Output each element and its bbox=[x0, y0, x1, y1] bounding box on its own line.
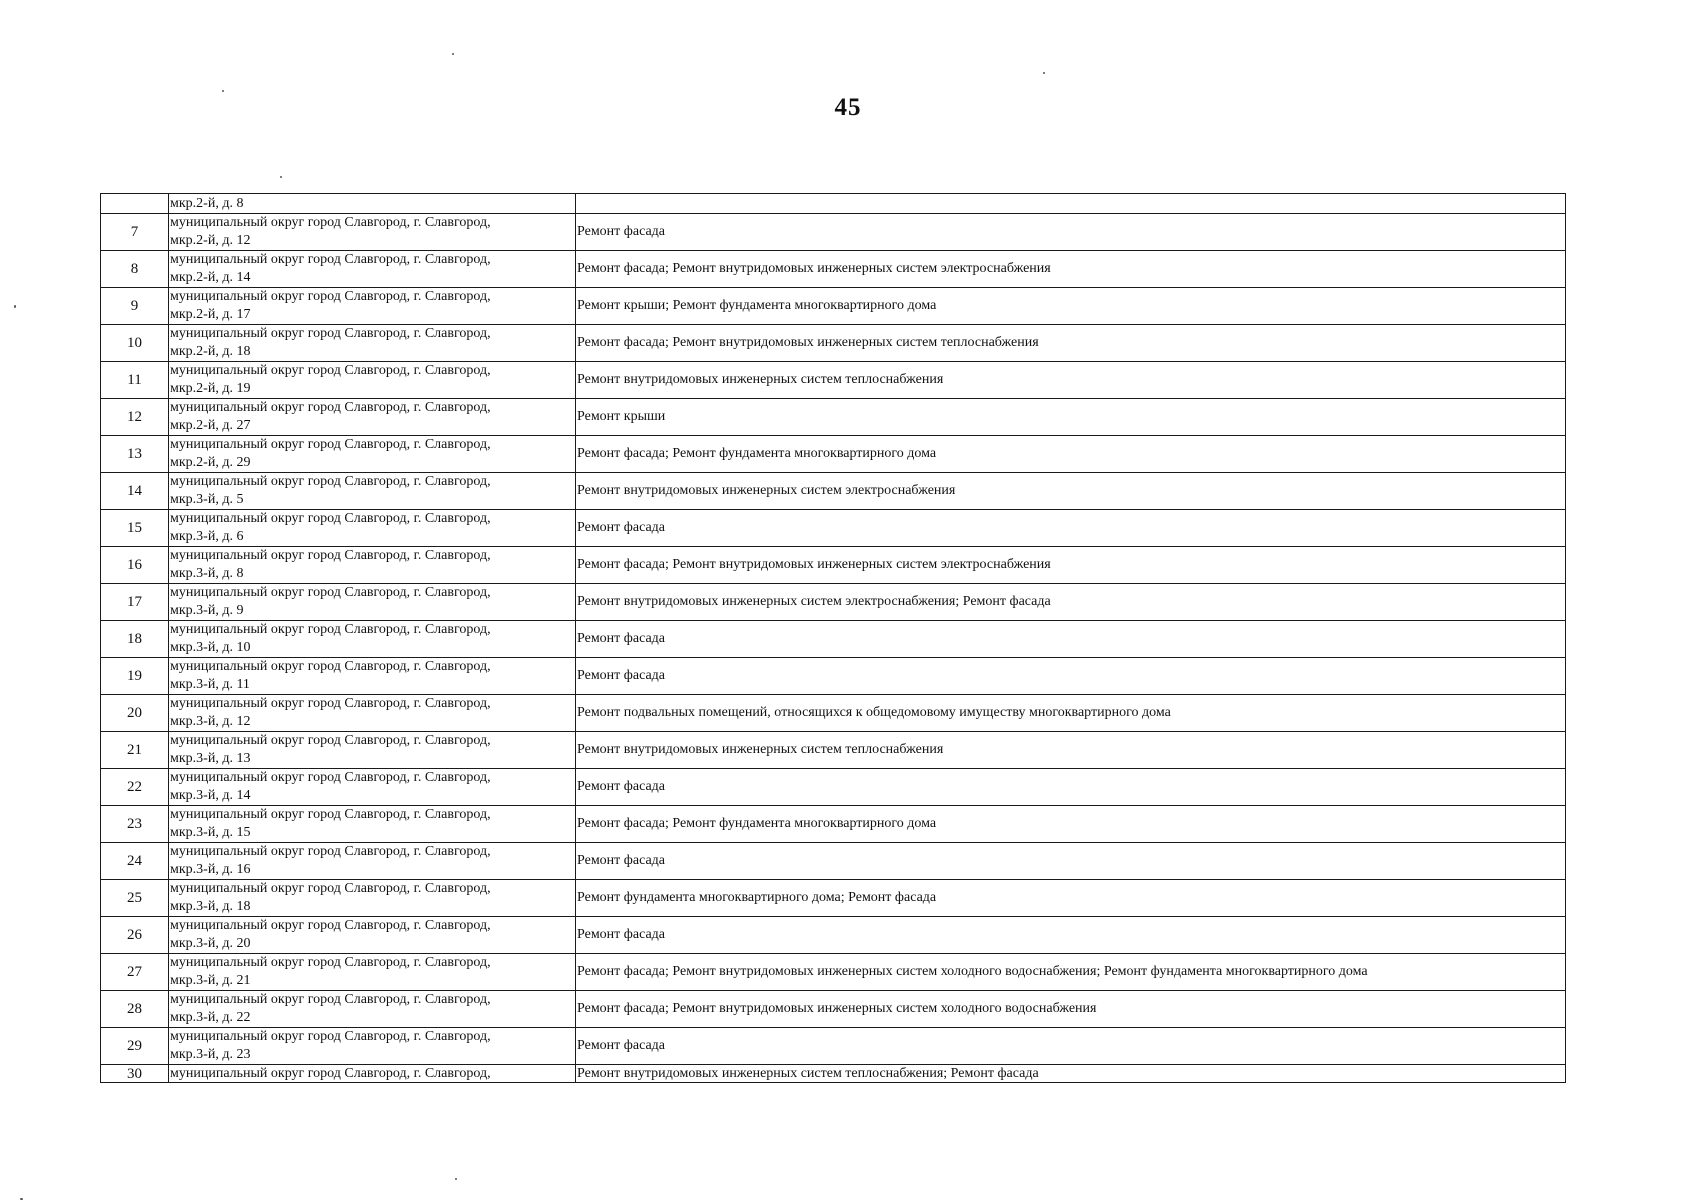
table-row bbox=[101, 843, 1566, 880]
row-address bbox=[169, 584, 576, 621]
table-row bbox=[101, 251, 1566, 288]
address-line-2: мкр.3-й, д. 20 bbox=[170, 936, 251, 951]
row-number: 27 bbox=[101, 954, 169, 991]
address-line-1: муниципальный округ город Славгород, г. Славгород, bbox=[170, 215, 491, 230]
table-row bbox=[101, 473, 1566, 510]
row-address bbox=[169, 991, 576, 1028]
row-work: Ремонт фасада bbox=[576, 843, 1566, 880]
row-address bbox=[169, 695, 576, 732]
address-line-2: мкр.3-й, д. 15 bbox=[170, 825, 251, 840]
address-line-2: мкр.3-й, д. 6 bbox=[170, 529, 244, 544]
row-work: Ремонт фасада bbox=[576, 769, 1566, 806]
row-work: Ремонт фасада; Ремонт внутридомовых инженерных систем холодного водоснабжения; Ремонт фундамента многоквартирного дома bbox=[576, 954, 1566, 991]
address-line-1: муниципальный округ город Славгород, г. Славгород, bbox=[170, 844, 491, 859]
table-row bbox=[101, 399, 1566, 436]
row-work: Ремонт фасада; Ремонт фундамента многоквартирного дома bbox=[576, 436, 1566, 473]
address-line-1: муниципальный округ город Славгород, г. Славгород, bbox=[170, 696, 491, 711]
row-work bbox=[576, 194, 1566, 214]
row-address bbox=[169, 436, 576, 473]
row-address bbox=[169, 547, 576, 584]
row-address bbox=[169, 880, 576, 917]
address-line-1: муниципальный округ город Славгород, г. Славгород, bbox=[170, 548, 491, 563]
scan-speck bbox=[222, 90, 224, 92]
row-number: 14 bbox=[101, 473, 169, 510]
address-line-2: мкр.3-й, д. 12 bbox=[170, 714, 251, 729]
table-body bbox=[101, 194, 1566, 1083]
row-number: 29 bbox=[101, 1028, 169, 1065]
row-number: 9 bbox=[101, 288, 169, 325]
address-line-2: мкр.2-й, д. 29 bbox=[170, 455, 251, 470]
address-line-2: мкр.2-й, д. 12 bbox=[170, 233, 251, 248]
row-address bbox=[169, 473, 576, 510]
address-line-2: мкр.3-й, д. 21 bbox=[170, 973, 251, 988]
row-work: Ремонт фасада; Ремонт фундамента многоквартирного дома bbox=[576, 806, 1566, 843]
row-number: 11 bbox=[101, 362, 169, 399]
address-line-2: мкр.2-й, д. 8 bbox=[170, 196, 244, 211]
row-address bbox=[169, 214, 576, 251]
row-address bbox=[169, 251, 576, 288]
table-row bbox=[101, 1065, 1566, 1083]
row-number: 10 bbox=[101, 325, 169, 362]
row-work: Ремонт фасада bbox=[576, 214, 1566, 251]
address-line-2: мкр.3-й, д. 11 bbox=[170, 677, 250, 692]
address-line-1: муниципальный округ город Славгород, г. Славгород, bbox=[170, 992, 491, 1007]
row-number: 20 bbox=[101, 695, 169, 732]
row-number: 19 bbox=[101, 658, 169, 695]
address-line-1: муниципальный округ город Славгород, г. Славгород, bbox=[170, 474, 491, 489]
address-line-1: муниципальный округ город Славгород, г. Славгород, bbox=[170, 289, 491, 304]
works-table bbox=[100, 193, 1566, 1083]
row-work: Ремонт внутридомовых инженерных систем электроснабжения bbox=[576, 473, 1566, 510]
row-number: 24 bbox=[101, 843, 169, 880]
row-address bbox=[169, 510, 576, 547]
row-work: Ремонт внутридомовых инженерных систем теплоснабжения bbox=[576, 362, 1566, 399]
row-address bbox=[169, 917, 576, 954]
address-line-2: мкр.2-й, д. 18 bbox=[170, 344, 251, 359]
row-work: Ремонт фасада bbox=[576, 658, 1566, 695]
row-number: 12 bbox=[101, 399, 169, 436]
address-line-1: муниципальный округ город Славгород, г. Славгород, bbox=[170, 252, 491, 267]
address-line-2: мкр.3-й, д. 8 bbox=[170, 566, 244, 581]
table-row bbox=[101, 436, 1566, 473]
row-address bbox=[169, 843, 576, 880]
row-number: 30 bbox=[101, 1065, 169, 1083]
row-address bbox=[169, 325, 576, 362]
row-number: 7 bbox=[101, 214, 169, 251]
scan-speck bbox=[452, 53, 454, 55]
table-row bbox=[101, 806, 1566, 843]
address-line-1: муниципальный округ город Славгород, г. Славгород, bbox=[170, 807, 491, 822]
address-line-1: муниципальный округ город Славгород, г. Славгород, bbox=[170, 770, 491, 785]
row-address bbox=[169, 1028, 576, 1065]
row-work: Ремонт фасада bbox=[576, 1028, 1566, 1065]
table-row bbox=[101, 954, 1566, 991]
scan-speck bbox=[280, 176, 282, 178]
table-row bbox=[101, 991, 1566, 1028]
row-address bbox=[169, 769, 576, 806]
table-row bbox=[101, 325, 1566, 362]
row-work: Ремонт фасада; Ремонт внутридомовых инженерных систем теплоснабжения bbox=[576, 325, 1566, 362]
row-number: 8 bbox=[101, 251, 169, 288]
row-address bbox=[169, 806, 576, 843]
row-number: 15 bbox=[101, 510, 169, 547]
address-line-2: мкр.3-й, д. 16 bbox=[170, 862, 251, 877]
address-line-1: муниципальный округ город Славгород, г. Славгород, bbox=[170, 511, 491, 526]
address-line-1: муниципальный округ город Славгород, г. Славгород, bbox=[170, 881, 491, 896]
table-row bbox=[101, 880, 1566, 917]
row-work: Ремонт фундамента многоквартирного дома; Ремонт фасада bbox=[576, 880, 1566, 917]
address-line-1: муниципальный округ город Славгород, г. Славгород, bbox=[170, 918, 491, 933]
row-address bbox=[169, 1065, 576, 1083]
table-row bbox=[101, 288, 1566, 325]
row-number: 23 bbox=[101, 806, 169, 843]
row-number: 22 bbox=[101, 769, 169, 806]
table-row bbox=[101, 362, 1566, 399]
address-line-1: муниципальный округ город Славгород, г. Славгород, bbox=[170, 363, 491, 378]
table-row bbox=[101, 547, 1566, 584]
address-line-2: мкр.3-й, д. 18 bbox=[170, 899, 251, 914]
row-number: 25 bbox=[101, 880, 169, 917]
address-line-1: муниципальный округ город Славгород, г. Славгород, bbox=[170, 585, 491, 600]
address-line-2: мкр.3-й, д. 23 bbox=[170, 1047, 251, 1062]
row-work: Ремонт внутридомовых инженерных систем теплоснабжения bbox=[576, 732, 1566, 769]
table-row bbox=[101, 510, 1566, 547]
row-number bbox=[101, 194, 169, 214]
scan-speck bbox=[455, 1178, 457, 1180]
row-number: 16 bbox=[101, 547, 169, 584]
row-number: 26 bbox=[101, 917, 169, 954]
address-line-2: мкр.3-й, д. 14 bbox=[170, 788, 251, 803]
row-address bbox=[169, 954, 576, 991]
address-line-1: муниципальный округ город Славгород, г. Славгород, bbox=[170, 437, 491, 452]
row-address bbox=[169, 362, 576, 399]
row-work: Ремонт фасада bbox=[576, 917, 1566, 954]
row-work: Ремонт фасада bbox=[576, 510, 1566, 547]
row-number: 28 bbox=[101, 991, 169, 1028]
row-number: 18 bbox=[101, 621, 169, 658]
address-line-1: муниципальный округ город Славгород, г. Славгород, bbox=[170, 622, 491, 637]
table-row bbox=[101, 621, 1566, 658]
row-address bbox=[169, 399, 576, 436]
row-number: 21 bbox=[101, 732, 169, 769]
row-number: 17 bbox=[101, 584, 169, 621]
address-line-2: мкр.3-й, д. 10 bbox=[170, 640, 251, 655]
row-work: Ремонт внутридомовых инженерных систем теплоснабжения; Ремонт фасада bbox=[576, 1065, 1566, 1083]
address-line-1: муниципальный округ город Славгород, г. Славгород, bbox=[170, 326, 491, 341]
table-row bbox=[101, 194, 1566, 214]
row-number: 13 bbox=[101, 436, 169, 473]
table-row bbox=[101, 214, 1566, 251]
row-address bbox=[169, 194, 576, 214]
table-row bbox=[101, 917, 1566, 954]
table-row bbox=[101, 1028, 1566, 1065]
address-line-1: муниципальный округ город Славгород, г. Славгород, bbox=[170, 955, 491, 970]
address-line-1: муниципальный округ город Славгород, г. Славгород, bbox=[170, 1029, 491, 1044]
address-line-2: мкр.3-й, д. 5 bbox=[170, 492, 244, 507]
table-row bbox=[101, 584, 1566, 621]
address-line-2: мкр.2-й, д. 27 bbox=[170, 418, 251, 433]
address-line-2: мкр.3-й, д. 9 bbox=[170, 603, 244, 618]
address-line-2: мкр.2-й, д. 19 bbox=[170, 381, 251, 396]
row-work: Ремонт фасада bbox=[576, 621, 1566, 658]
address-line-2: мкр.3-й, д. 13 bbox=[170, 751, 251, 766]
address-line-2: мкр.3-й, д. 22 bbox=[170, 1010, 251, 1025]
address-line-1: муниципальный округ город Славгород, г. Славгород, bbox=[170, 733, 491, 748]
scan-speck bbox=[1043, 72, 1045, 74]
table-row bbox=[101, 732, 1566, 769]
row-address bbox=[169, 732, 576, 769]
table-row bbox=[101, 695, 1566, 732]
row-work: Ремонт фасада; Ремонт внутридомовых инженерных систем электроснабжения bbox=[576, 251, 1566, 288]
row-work: Ремонт фасада; Ремонт внутридомовых инженерных систем холодного водоснабжения bbox=[576, 991, 1566, 1028]
row-work: Ремонт внутридомовых инженерных систем электроснабжения; Ремонт фасада bbox=[576, 584, 1566, 621]
address-line-1: муниципальный округ город Славгород, г. Славгород, bbox=[170, 659, 491, 674]
address-line-2: мкр.2-й, д. 17 bbox=[170, 307, 251, 322]
row-address bbox=[169, 288, 576, 325]
address-line-1: муниципальный округ город Славгород, г. Славгород, bbox=[170, 1065, 491, 1081]
address-line-1: муниципальный округ город Славгород, г. Славгород, bbox=[170, 400, 491, 415]
table-row bbox=[101, 658, 1566, 695]
row-work: Ремонт крыши; Ремонт фундамента многоквартирного дома bbox=[576, 288, 1566, 325]
scan-speck bbox=[14, 305, 16, 308]
row-work: Ремонт крыши bbox=[576, 399, 1566, 436]
page-number: 45 bbox=[834, 94, 862, 121]
table-row bbox=[101, 769, 1566, 806]
row-address bbox=[169, 621, 576, 658]
row-address bbox=[169, 658, 576, 695]
address-line-2: мкр.2-й, д. 14 bbox=[170, 270, 251, 285]
row-work: Ремонт фасада; Ремонт внутридомовых инженерных систем электроснабжения bbox=[576, 547, 1566, 584]
row-work: Ремонт подвальных помещений, относящихся к общедомовому имуществу многоквартирного дома bbox=[576, 695, 1566, 732]
